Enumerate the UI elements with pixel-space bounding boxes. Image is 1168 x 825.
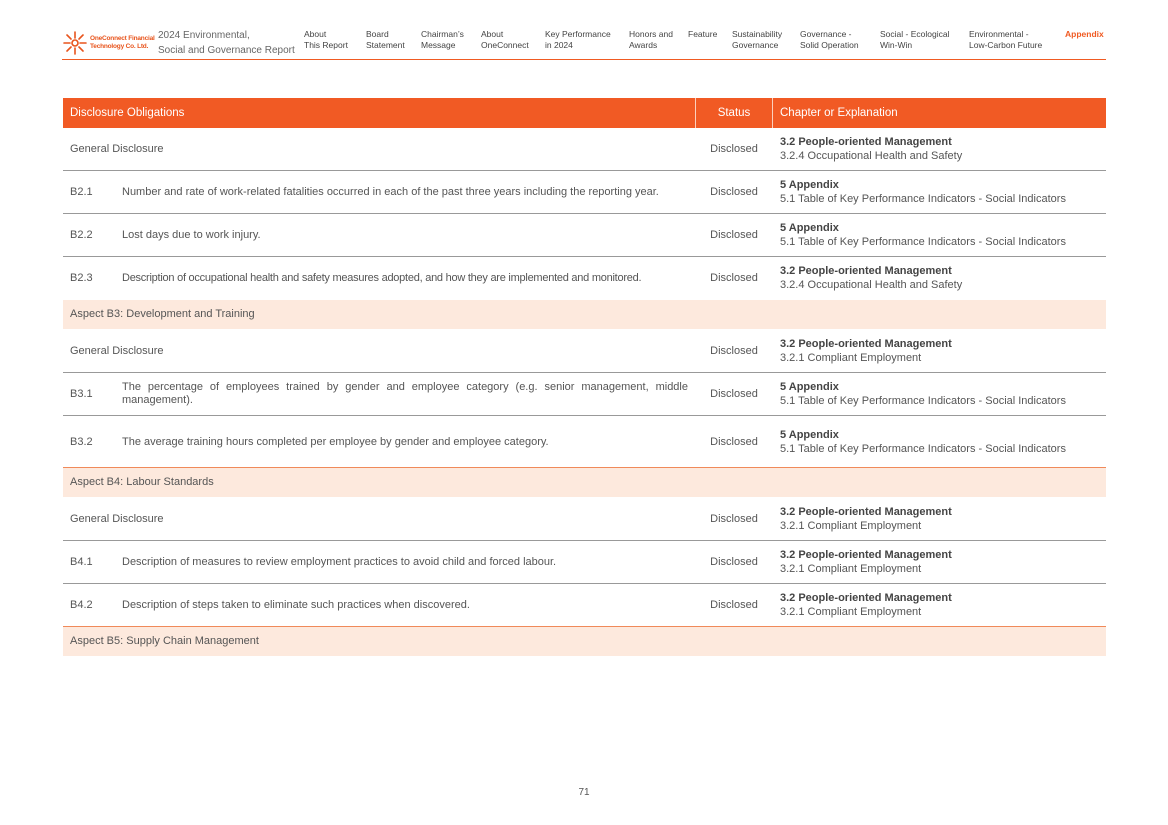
- row-status: Disclosed: [710, 513, 758, 525]
- chapter-title: 3.2 People-oriented Management: [780, 506, 952, 518]
- oneconnect-logo-icon: [62, 30, 88, 56]
- row-status: Disclosed: [710, 436, 758, 448]
- report-title-line-1: 2024 Environmental,: [158, 30, 250, 41]
- report-title-line-2: Social and Governance Report: [158, 45, 295, 56]
- chapter-title: 5 Appendix: [780, 179, 839, 191]
- chapter-subsection: 5.1 Table of Key Performance Indicators - Social Indicators: [780, 192, 1066, 205]
- row-description: The average training hours completed per employee by gender and employee category.: [122, 436, 549, 448]
- chapter-title: 5 Appendix: [780, 222, 839, 234]
- table-row: [63, 214, 1106, 257]
- row-description: Description of steps taken to eliminate such practices when discovered.: [122, 599, 470, 611]
- page-header: [62, 26, 1106, 60]
- row-status: Disclosed: [710, 556, 758, 568]
- chapter-subsection: 3.2.4 Occupational Health and Safety: [780, 278, 963, 291]
- nav-label: Social - Ecological: [880, 29, 950, 39]
- nav-sustainability-governance[interactable]: [732, 29, 782, 51]
- row-chapter: [780, 265, 962, 292]
- table-row: [63, 257, 1106, 300]
- row-status: Disclosed: [710, 345, 758, 357]
- nav-label: Feature: [688, 29, 718, 39]
- aspect-label: Aspect B4: Labour Standards: [70, 476, 214, 488]
- nav-key-performance[interactable]: [545, 29, 611, 51]
- row-chapter: [780, 381, 1066, 408]
- table-row: [63, 171, 1106, 214]
- chapter-subsection: 3.2.1 Compliant Employment: [780, 351, 922, 364]
- company-logo[interactable]: [62, 30, 155, 56]
- nav-label: This Report: [304, 40, 348, 50]
- nav-label: Sustainability: [732, 29, 783, 39]
- nav-chairmans-message[interactable]: [421, 29, 464, 51]
- table-row: [63, 373, 1106, 416]
- nav-social[interactable]: [880, 29, 949, 51]
- nav-board-statement[interactable]: [366, 29, 405, 51]
- nav-label: Low-Carbon Future: [969, 40, 1043, 50]
- row-code: B3.1: [70, 388, 93, 400]
- row-description: General Disclosure: [70, 513, 164, 525]
- table-header: [63, 98, 1106, 128]
- row-status: Disclosed: [710, 599, 758, 611]
- row-chapter: [780, 549, 952, 576]
- row-status: Disclosed: [710, 229, 758, 241]
- nav-label: Awards: [629, 40, 658, 50]
- aspect-label: Aspect B3: Development and Training: [70, 308, 255, 320]
- nav-label: Governance: [732, 40, 779, 50]
- aspect-row: [63, 627, 1106, 656]
- chapter-title: 3.2 People-oriented Management: [780, 136, 952, 148]
- row-description: The percentage of employees trained by gender and employee category (e.g. senior management, middle management).: [122, 381, 688, 406]
- row-code: B2.1: [70, 186, 93, 198]
- aspect-row: [63, 300, 1106, 329]
- row-chapter: [780, 592, 952, 619]
- disclosure-table: [63, 98, 1106, 656]
- chapter-subsection: 5.1 Table of Key Performance Indicators - Social Indicators: [780, 394, 1066, 407]
- nav-label: Message: [421, 40, 456, 50]
- row-code: B3.2: [70, 436, 93, 448]
- row-description: Lost days due to work injury.: [122, 229, 261, 241]
- nav-label: Honors and: [629, 29, 673, 39]
- table-row: [63, 541, 1106, 584]
- row-chapter: [780, 506, 952, 533]
- aspect-row: [63, 468, 1106, 497]
- nav-label: Win-Win: [880, 40, 913, 50]
- logo-line-1: OneConnect Financial: [90, 35, 155, 42]
- chapter-subsection: 5.1 Table of Key Performance Indicators - Social Indicators: [780, 442, 1066, 455]
- table-row: [63, 497, 1106, 541]
- row-code: B2.3: [70, 272, 93, 284]
- chapter-title: 3.2 People-oriented Management: [780, 592, 952, 604]
- row-status: Disclosed: [710, 388, 758, 400]
- nav-label: Solid Operation: [800, 40, 859, 50]
- table-row: [63, 329, 1106, 373]
- table-row: [63, 584, 1106, 627]
- row-description: Description of occupational health and safety measures adopted, and how they are implemented and monitored.: [122, 272, 642, 284]
- chapter-title: 5 Appendix: [780, 429, 839, 441]
- table-row: [63, 128, 1106, 171]
- logo-line-2: Technology Co. Ltd.: [90, 43, 149, 50]
- nav-about-this-report[interactable]: [304, 29, 348, 51]
- chapter-subsection: 3.2.1 Compliant Employment: [780, 562, 922, 575]
- row-chapter: [780, 338, 952, 365]
- row-chapter: [780, 222, 1066, 249]
- row-chapter: [780, 179, 1066, 206]
- nav-about-oneconnect[interactable]: [481, 29, 529, 51]
- row-status: Disclosed: [710, 143, 758, 155]
- row-code: B4.2: [70, 599, 93, 611]
- nav-governance[interactable]: [800, 29, 859, 51]
- row-status: Disclosed: [710, 186, 758, 198]
- row-chapter: [780, 136, 962, 163]
- nav-label: in 2024: [545, 40, 573, 50]
- header-obligations: Disclosure Obligations: [70, 107, 185, 119]
- row-code: B4.1: [70, 556, 93, 568]
- header-chapter: Chapter or Explanation: [780, 107, 898, 119]
- chapter-subsection: 3.2.1 Compliant Employment: [780, 519, 922, 532]
- nav-label: Chairman’s: [421, 29, 464, 39]
- nav-feature[interactable]: [688, 29, 717, 40]
- nav-label: Board: [366, 29, 389, 39]
- nav-label: Statement: [366, 40, 405, 50]
- chapter-title: 3.2 People-oriented Management: [780, 338, 952, 350]
- chapter-title: 3.2 People-oriented Management: [780, 549, 952, 561]
- row-description: Number and rate of work-related fatalities occurred in each of the past three years including the reporting year.: [122, 186, 659, 198]
- row-description: Description of measures to review employment practices to avoid child and forced labour.: [122, 556, 557, 568]
- nav-environmental[interactable]: [969, 29, 1042, 51]
- report-title: [158, 28, 295, 58]
- nav-label: Governance -: [800, 29, 852, 39]
- nav-honors-awards[interactable]: [629, 29, 673, 51]
- row-code: B2.2: [70, 229, 93, 241]
- chapter-subsection: 3.2.1 Compliant Employment: [780, 605, 922, 618]
- page-number: 71: [578, 787, 590, 798]
- chapter-subsection: 3.2.4 Occupational Health and Safety: [780, 149, 963, 162]
- nav-label: Appendix: [1065, 29, 1104, 39]
- row-chapter: [780, 429, 1066, 456]
- table-row: [63, 416, 1106, 468]
- row-description: General Disclosure: [70, 143, 164, 155]
- nav-label: Environmental -: [969, 29, 1029, 39]
- nav-label: OneConnect: [481, 40, 529, 50]
- row-description: General Disclosure: [70, 345, 164, 357]
- aspect-label: Aspect B5: Supply Chain Management: [70, 635, 259, 647]
- nav-label: About: [481, 29, 504, 39]
- row-status: Disclosed: [710, 272, 758, 284]
- nav-appendix[interactable]: [1065, 29, 1104, 40]
- chapter-subsection: 5.1 Table of Key Performance Indicators - Social Indicators: [780, 235, 1066, 248]
- chapter-title: 3.2 People-oriented Management: [780, 265, 952, 277]
- chapter-title: 5 Appendix: [780, 381, 839, 393]
- nav-label: About: [304, 29, 327, 39]
- header-status: Status: [695, 98, 773, 128]
- nav-label: Key Performance: [545, 29, 611, 39]
